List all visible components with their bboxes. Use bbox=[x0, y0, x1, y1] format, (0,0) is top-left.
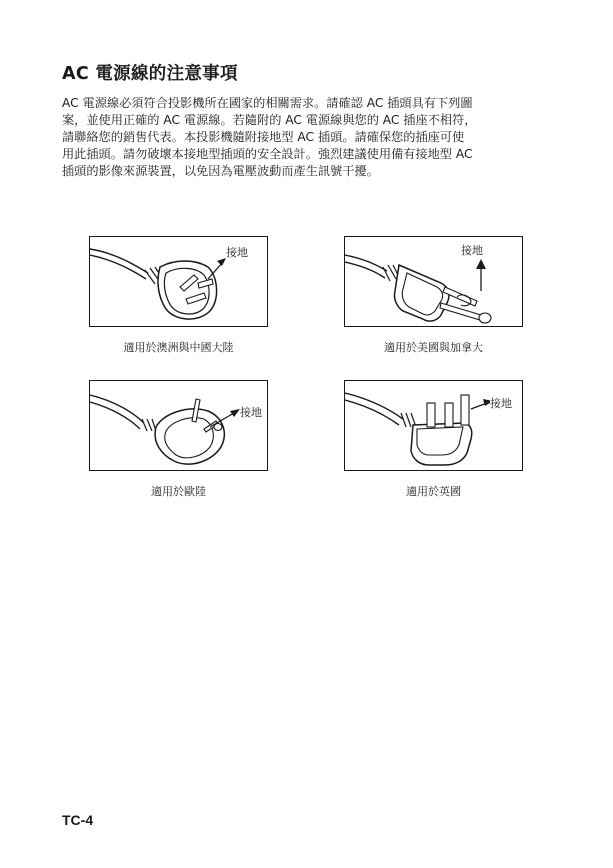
us-canada-plug-icon bbox=[345, 237, 523, 327]
body-paragraph bbox=[62, 95, 562, 180]
plug-caption: 適用於澳洲與中國大陸 bbox=[123, 341, 234, 354]
plug-caption: 適用於美國與加拿大 bbox=[384, 341, 483, 354]
plug-caption: 適用於歐陸 bbox=[151, 485, 206, 498]
plug-illustration-frame bbox=[344, 236, 523, 327]
plug-caption: 適用於英國 bbox=[406, 485, 461, 498]
body-line: 請聯絡您的銷售代表。本投影機隨附接地型 AC 插頭。請確保您的插座可使 bbox=[62, 130, 465, 144]
body-line: 用此插頭。請勿破壞本接地型插頭的安全設計。強烈建議使用備有接地型 AC bbox=[62, 147, 473, 161]
ground-label: 接地 bbox=[240, 406, 262, 419]
body-line: 案，並使用正確的 AC 電源線。若隨附的 AC 電源線與您的 AC 插座不相符， bbox=[62, 113, 477, 127]
plug-illustration-frame bbox=[344, 380, 523, 471]
page-number: TC-4 bbox=[62, 812, 94, 828]
ground-label: 接地 bbox=[226, 246, 248, 259]
page-title: AC 電源線的注意事項 bbox=[62, 64, 238, 84]
ground-label: 接地 bbox=[490, 397, 512, 410]
body-line: 插頭的影像來源裝置，以免因為電壓波動而產生訊號干擾。 bbox=[62, 164, 379, 178]
ground-label: 接地 bbox=[461, 244, 483, 257]
plug-illustration-frame bbox=[89, 380, 268, 471]
europe-plug-icon bbox=[90, 381, 268, 471]
body-line: AC 電源線必須符合投影機所在國家的相關需求。請確認 AC 插頭具有下列圖 bbox=[62, 96, 473, 110]
